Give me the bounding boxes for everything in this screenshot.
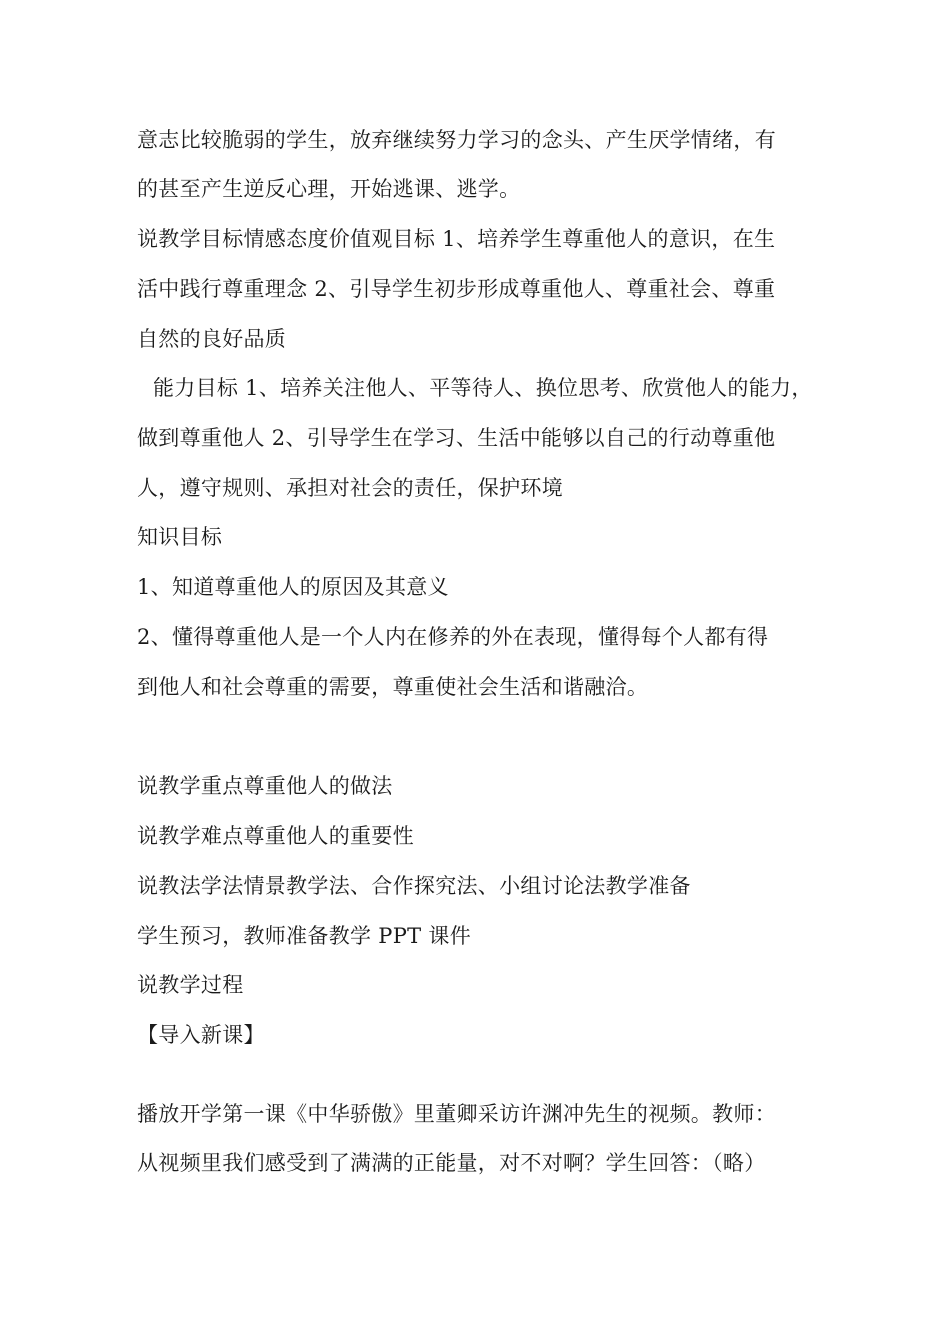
text-line: 播放开学第一课《中华骄傲》里董卿采访许渊冲先生的视频。教师： [137,1102,776,1126]
text-line: 人，遵守规则、承担对社会的责任，保护环境 [137,476,563,500]
text-line: 到他人和社会尊重的需要，尊重使社会生活和谐融洽。 [137,675,649,699]
text-line: 2、懂得尊重他人是一个人内在修养的外在表现，懂得每个人都有得 [137,625,769,649]
text-line: 能力目标 1、培养关注他人、平等待人、换位思考、欣赏他人的能力， [153,376,813,400]
text-line: 活中践行尊重理念 2、引导学生初步形成尊重他人、尊重社会、尊重 [137,277,776,301]
text-line: 的甚至产生逆反心理，开始逃课、逃学。 [137,177,521,201]
text-line: 说教学目标情感态度价值观目标 1、培养学生尊重他人的意识，在生 [137,227,776,251]
text-line: 从视频里我们感受到了满满的正能量，对不对啊？学生回答：（略） [137,1151,766,1175]
text-line: 学生预习，教师准备教学 PPT 课件 [137,924,472,948]
section-heading: 说教学过程 [137,973,244,997]
text-line: 意志比较脆弱的学生，放弃继续努力学习的念头、产生厌学情绪，有 [137,128,776,152]
text-line: 说教法学法情景教学法、合作探究法、小组讨论法教学准备 [137,874,691,898]
text-line: 自然的良好品质 [137,327,287,351]
text-line: 说教学难点尊重他人的重要性 [137,824,414,848]
text-line: 1、知道尊重他人的原因及其意义 [137,575,449,599]
section-heading: 【导入新课】 [137,1023,265,1047]
text-line: 说教学重点尊重他人的做法 [137,774,393,798]
text-line: 做到尊重他人 2、引导学生在学习、生活中能够以自己的行动尊重他 [137,426,776,450]
section-heading: 知识目标 [137,525,223,549]
